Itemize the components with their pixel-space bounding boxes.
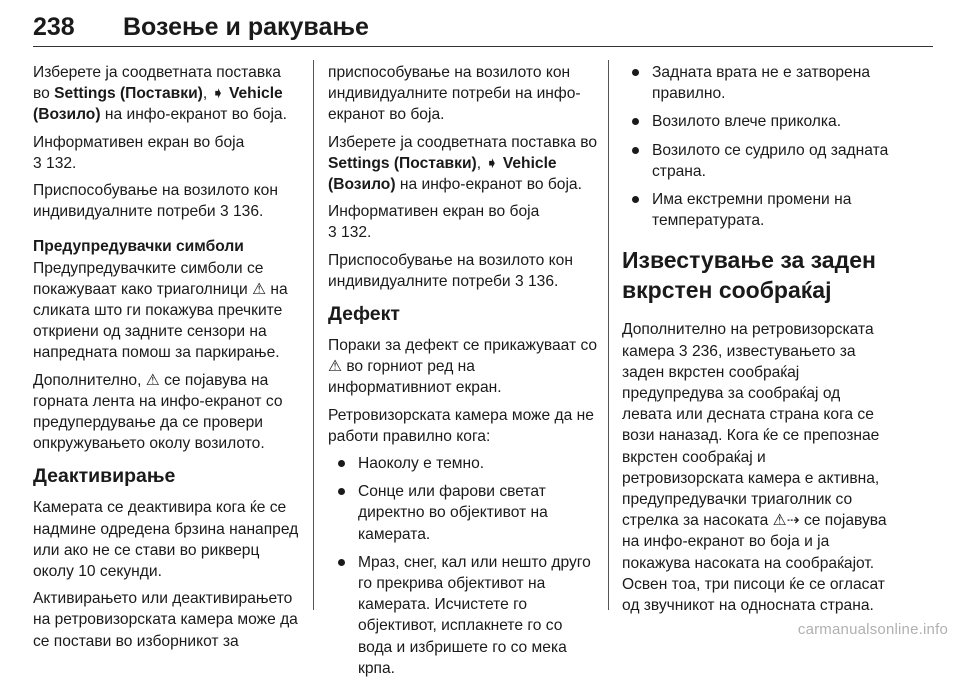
paragraph <box>328 335 600 399</box>
text: во горниот ред на информативниот екран. <box>328 358 502 397</box>
page-reference-icon: 3 <box>328 224 337 242</box>
text: 236, известувањето за заден вкрстен сообраќај предупредува за сообраќај од левата или десната страна кога се вози наназад. Кога ќе се препознае вкрстен сообраќај и ретровизорската камера е активна, предупредувачки триаголник со стрелка за насоката <box>622 342 880 530</box>
paragraph: Активирањето или деактивирањето на ретровизорската камера може да се постави во изборникот за <box>33 590 298 650</box>
list-item: Задната врата не е затворена правилно. <box>622 62 890 104</box>
paragraph <box>328 250 600 292</box>
list-item: Мраз, снег, кал или нешто друго го прекрива објективот на камерата. Исчистете го објективот, исплакнете го со вода и избришете го со мека крпа. <box>328 552 600 679</box>
paragraph: Ретровизорската камера може да не работи правилно кога: <box>328 406 594 445</box>
page-header <box>33 6 933 47</box>
menu-vehicle: Vehicle (Возило) <box>328 154 557 194</box>
text: , <box>476 154 486 172</box>
menu-settings: Settings (Поставки) <box>54 85 203 103</box>
menu-settings: Settings (Поставки) <box>328 154 477 172</box>
text: се појавува на горната лента на инфо-екранот со предупердување да се провери опкружувањето околу возилото. <box>33 371 283 453</box>
page-reference-icon: 3 <box>33 154 42 172</box>
page-number: 238 <box>33 13 75 41</box>
page-reference: 136. <box>228 203 264 221</box>
menu-arrow-icon: ➧ <box>211 85 225 103</box>
paragraph <box>33 370 301 455</box>
list-item: Има екстремни промени на температурата. <box>622 189 890 231</box>
text: на сликата што ги покажува пречките откриени од задните сензори на напредната помош за паркирање. <box>33 280 288 362</box>
heading-fault: Дефект <box>328 303 400 326</box>
text: Информативен екран во боја <box>328 203 540 221</box>
text: се појавува на инфо-екранот во боја и ја покажува насоката на сообраќајот. Освен тоа, три писоци ќе се огласат од звучникот на односната страна. <box>622 512 887 615</box>
paragraph <box>33 180 301 222</box>
menu-vehicle: Vehicle (Возило) <box>33 85 283 124</box>
warning-triangle-icon: ⚠ <box>145 371 160 389</box>
text: Пораки за дефект се прикажуваат со <box>328 337 598 355</box>
text: Приспособување на возилото кон индивидуалните потреби <box>328 251 573 290</box>
list-item: Возилото влече приколка. <box>622 111 890 132</box>
page-reference-icon: 3 <box>678 342 688 360</box>
text: Предупредувачките симболи се покажуваат како триаголници <box>33 259 264 298</box>
page-reference: 132. <box>41 154 77 172</box>
warning-triangle-icon: ⚠ <box>252 280 267 298</box>
paragraph <box>33 62 301 126</box>
text: Дополнително, <box>33 371 146 389</box>
text: Приспособување на возилото кон индивидуалните потреби <box>33 182 278 221</box>
column-divider <box>608 60 609 610</box>
text: Дополнително на ретровизорската камера <box>622 321 874 360</box>
paragraph: приспособување на возилото кон индивидуалните потреби на инфо-екранот во боја. <box>328 64 581 124</box>
paragraph <box>33 258 301 364</box>
warning-triangle-icon: ⚠ <box>328 358 342 376</box>
paragraph <box>33 132 301 174</box>
column-1 <box>33 62 301 658</box>
text: Изберете ја соодветната поставка во <box>33 64 281 103</box>
text: на инфо-екранот во боја. <box>395 176 582 194</box>
warning-triangle-icon: ⚠ <box>772 512 787 530</box>
watermark: carmanualsonline.info <box>797 621 948 638</box>
paragraph <box>328 201 600 243</box>
text: Информативен екран во боја <box>33 133 245 151</box>
list-item: Сонце или фарови светат директно во објективот на камерата. <box>328 481 600 545</box>
paragraph: Камерата се деактивира кога ќе се надмине одредена брзина нанапред или ако не се стави во рикверц околу 10 секунди. <box>33 499 299 581</box>
column-3 <box>622 62 890 622</box>
heading-rear-cross-traffic: Известување за заден вкрстен сообраќај <box>622 247 876 304</box>
heading-deactivation: Деактивирање <box>33 465 176 488</box>
paragraph <box>622 319 890 616</box>
condition-list <box>328 453 600 679</box>
column-divider <box>313 60 314 610</box>
direction-arrow-icon: ⇢ <box>786 512 800 530</box>
page-reference: 136. <box>523 272 559 290</box>
text: , <box>202 85 212 103</box>
paragraph <box>328 132 600 196</box>
menu-arrow-icon: ➧ <box>485 154 499 172</box>
page-reference-icon: 3 <box>219 203 229 221</box>
list-item: Наоколу е темно. <box>328 453 600 474</box>
column-2 <box>328 62 600 686</box>
text: на инфо-екранот во боја. <box>100 106 287 124</box>
page-reference: 132. <box>336 224 372 242</box>
text: Изберете ја соодветната поставка во <box>328 133 598 151</box>
list-item: Возилото се судрило од задната страна. <box>622 140 890 182</box>
condition-list <box>622 62 890 231</box>
subheading-warning-symbols: Предупредувачки симболи <box>33 238 244 256</box>
page-reference-icon: 3 <box>514 272 524 290</box>
chapter-title: Возење и ракување <box>123 13 369 41</box>
